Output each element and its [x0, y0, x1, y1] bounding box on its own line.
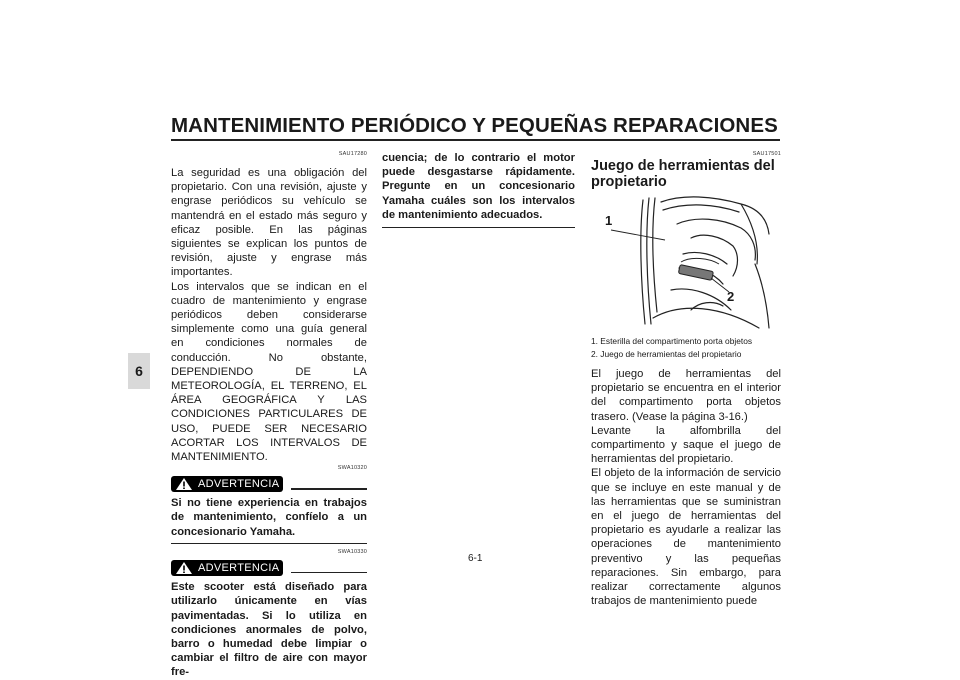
scooter-compartment-drawing: [591, 194, 771, 329]
toolkit-illustration: [591, 194, 771, 329]
page-title: MANTENIMIENTO PERIÓDICO Y PEQUEÑAS REPARACIONES: [171, 114, 778, 137]
warning-2-continuation: cuencia; de lo contrario el motor puede desgastarse rápidamente. Pregunte en un concesionario Yamaha cuáles son los intervalos de mantenimiento adecuados.: [382, 152, 575, 221]
warning-2-badge: [171, 560, 283, 576]
warning-2-end-rule: [382, 227, 575, 228]
column-1: [171, 150, 367, 680]
caption-2: 2. Juego de herramientas del propietario: [591, 349, 742, 359]
page-number: 6-1: [468, 553, 483, 564]
column-2: [382, 151, 575, 228]
warning-triangle-icon: [175, 561, 193, 575]
warning-1-text: Si no tiene experiencia en trabajos de mantenimiento, confíelo a un concesionario Yamaha.: [171, 497, 367, 538]
warning-2-rule: [291, 572, 367, 573]
warning-1-header: [171, 476, 367, 492]
warning-2-header: [171, 560, 367, 576]
toolkit-paragraph-3: El objeto de la información de servicio que se incluye en este manual y de las herramientas que se suministran en el juego de herramientas del propietario es ayudarle a realizar las operaciones de mantenimiento preventivo y las pequeñas reparaciones. Sin embargo, para realizar correctamente algunos trabajos de mantenimiento puede: [591, 467, 781, 608]
tool-kit-pouch: [678, 265, 713, 281]
warning-1-rule: [291, 488, 367, 489]
callout-label-2: 2: [727, 289, 735, 304]
intro-paragraph-1: La seguridad es una obligación del propietario. Con una revisión, ajuste y engrase periódicos su vehículo se mantendrá en el estado más seguro y eficaz posible. En las páginas siguientes se explican los puntos de revisión, ajuste y engrase más importantes.: [171, 167, 367, 279]
warning-1-badge: [171, 476, 283, 492]
section-code: SAU17280: [338, 151, 367, 157]
toolkit-paragraph-2: Levante la alfombrilla del compartimento y saque el juego de herramientas del propietario.: [591, 424, 781, 466]
warning-1-label: ADVERTENCIA: [198, 478, 280, 491]
title-underline: [171, 139, 780, 141]
warning-1-code: SWA10320: [337, 465, 367, 472]
column-3: [591, 150, 781, 608]
figure-captions: [591, 335, 781, 361]
callout-label-1: 1: [605, 213, 613, 228]
caption-1: 1. Esterilla del compartimento porta objetos: [591, 336, 753, 346]
toolkit-paragraph-1: El juego de herramientas del propietario se encuentra en el interior del compartimento porta objetos trasero. (Vease la página 3-16.): [591, 368, 781, 423]
chapter-tab: 6: [128, 353, 150, 389]
section-heading: Juego de herramientas del propietario: [591, 158, 775, 190]
section-code: SAU17501: [752, 151, 781, 157]
warning-triangle-icon: [175, 477, 193, 491]
warning-2-text: Este scooter está diseñado para utilizarlo únicamente en vías pavimentadas. Si lo utiliza en condiciones anormales de polvo, barro o humedad debe limpiar o cambiar el filtro de aire con mayor fre-: [171, 581, 367, 679]
warning-2-label: ADVERTENCIA: [198, 562, 280, 575]
warning-2-code: SWA10330: [337, 549, 367, 556]
intro-paragraph-2: Los intervalos que se indican en el cuadro de mantenimiento y engrase periódicos deben considerarse simplemente como una guía general en condiciones normales de conducción. No obstante, DEPENDIENDO DE LA METEOROLOGÍA, EL TERRENO, EL ÁREA GEOGRÁFICA Y LAS CONDICIONES PARTICULARES DE USO, PUEDE SER NECESARIO ACORTAR LOS INTERVALOS DE MANTENIMIENTO.: [171, 280, 367, 464]
warning-1-end-rule: [171, 543, 367, 544]
